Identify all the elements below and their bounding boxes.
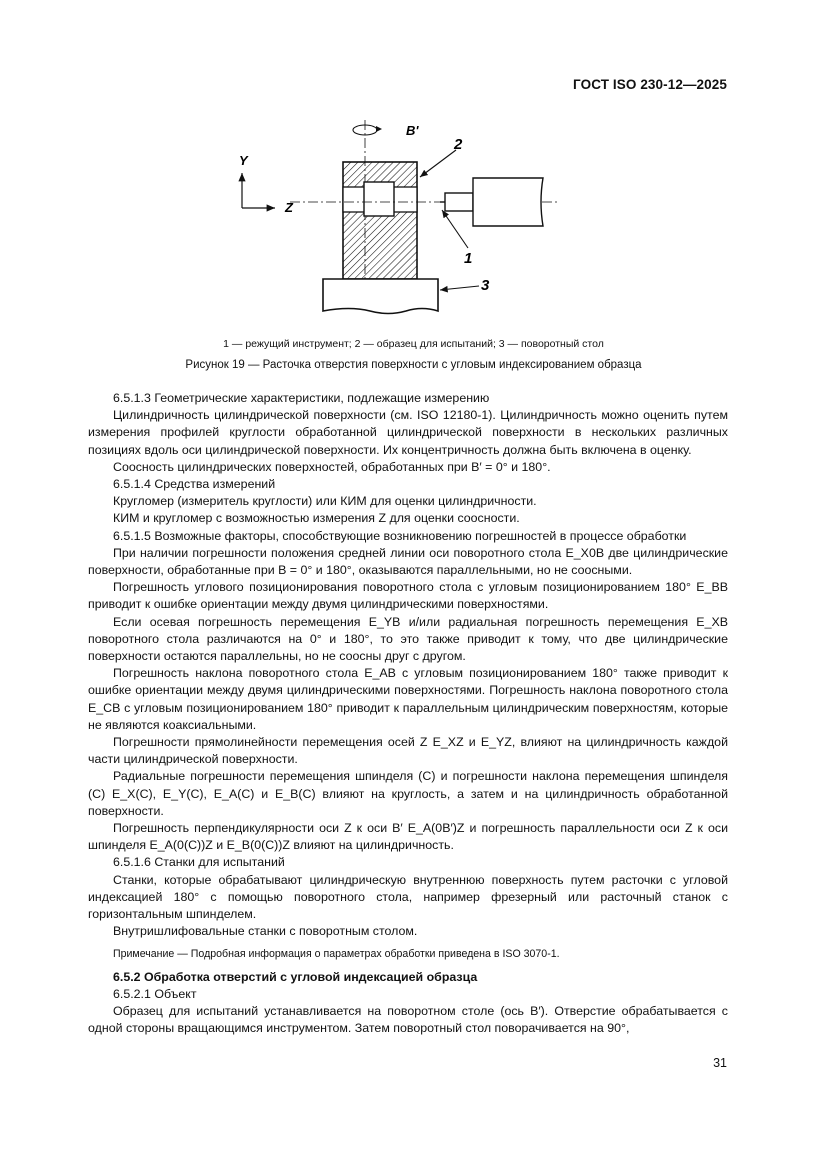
paragraph: Погрешность наклона поворотного стола E_AB с угловым позиционированием 180° также приводит к ошибке ориентации между двумя цилиндрическими поверхностями. Погрешность наклона поворотного стола E_CB с угловым позиционированием 180° приводит к параллельным цилиндрическим поверхностям, которые не являются коаксиальными. [88,666,728,732]
paragraph: Если осевая погрешность перемещения E_YB и/или радиальная погрешность перемещения E_XB поворотного стола различаются на 0° и 180°, то это также приводит к тому, что две цилиндрические поверхности остаются параллельны, но не соосны друг с другом. [88,614,728,664]
figure-legend: 1 — режущий инструмент; 2 — образец для испытаний; 3 — поворотный стол [223,338,604,350]
paragraph: Цилиндричность цилиндрической поверхности (см. ISO 12180-1). Цилиндричность можно оценить путем измерения профилей круглости обработанной цилиндрической поверхности в нескольких различных позициях вдоль оси цилиндрической поверхности. Их концентричность должна быть включена в оценку. [88,408,728,457]
rotation-label: B' [406,123,419,138]
paragraph: Радиальные погрешности перемещения шпинделя (C) и погрешности наклона перемещения шпинделя (C) E_X(C), E_Y(C), E_A(C) и E_B(C) влияют на круглость, а затем и на цилиндричность обработанной поверхности. [88,769,728,818]
svg-text:2: 2 [454,136,463,153]
callout-3 [440,277,490,294]
paragraph: Соосность цилиндрических поверхностей, обработанных при B′ = 0° и 180°. [113,459,551,474]
note: Примечание — Подробная информация о параметрах обработки приведена в ISO 3070-1. [113,947,560,960]
paragraph: Образец для испытаний устанавливается на поворотном столе (ось B′). Отверстие обрабатывается с одной стороны вращающимся инструментом. Затем поворотный стол поворачивается на 90°, [88,1004,728,1036]
paragraph: Погрешность перпендикулярности оси Z к оси B′ E_A(0B′)Z и погрешность параллельности оси Z к оси шпинделя E_A(0(C))Z и E_B(0(C))Z влияют на цилиндричность. [88,821,728,853]
paragraph: Погрешности прямолинейности перемещения осей Z E_XZ и E_YZ, влияют на цилиндричность каждой части цилиндрической поверхности. [88,735,728,767]
section-heading: 6.5.1.3 Геометрические характеристики, подлежащие измерению [113,391,490,405]
svg-text:3: 3 [481,277,490,294]
axis-label-z: Z [285,200,293,215]
paragraph: КИМ и кругломер с возможностью измерения Z для оценки соосности. [113,511,520,526]
axis-indicator [239,153,294,215]
paragraph: При наличии погрешности положения средней линии оси поворотного стола E_X0B две цилиндрические поверхности, обработанные при B = 0° и 180°, оказываются параллельными, но не соосными. [88,545,728,578]
rotary-table [323,279,438,314]
callout-2 [420,136,463,177]
body-text [88,390,728,1038]
figure-title: Рисунок 19 — Расточка отверстия поверхности с угловым индексированием образца [185,359,642,371]
paragraph: Станки, которые обрабатывают цилиндрическую внутреннюю поверхность путем расточки с угловой индексацией 180° с помощью поворотного стола, например фрезерный или расточный станок с горизонтальным шпинделем. [88,872,728,922]
axis-label-y: Y [239,153,248,168]
paragraph: Погрешность углового позиционирования поворотного стола с угловым позиционированием 180° E_BB приводит к ошибке ориентации между двумя цилиндрическими поверхностями. [88,580,728,612]
section-heading: 6.5.1.5 Возможные факторы, способствующие возникновению погрешностей в процессе обработки [113,528,687,543]
section-heading-bold: 6.5.2 Обработка отверстий с угловой индексацией образца [113,969,478,984]
cutting-tool [440,178,543,226]
page-number: 31 [713,1056,727,1070]
section-heading: 6.5.1.4 Средства измерений [113,477,276,492]
paragraph: Внутришлифовальные станки с поворотным столом. [113,924,418,939]
paragraph: Кругломер (измеритель круглости) или КИМ для оценки цилиндричности. [113,494,537,509]
document-code: ГОСТ ISO 230-12—2025 [573,77,727,92]
callout-1 [442,210,472,267]
figure-19-diagram [230,120,560,330]
section-heading: 6.5.2.1 Объект [113,986,197,1001]
section-heading: 6.5.1.6 Станки для испытаний [113,855,285,870]
svg-text:1: 1 [464,250,473,267]
